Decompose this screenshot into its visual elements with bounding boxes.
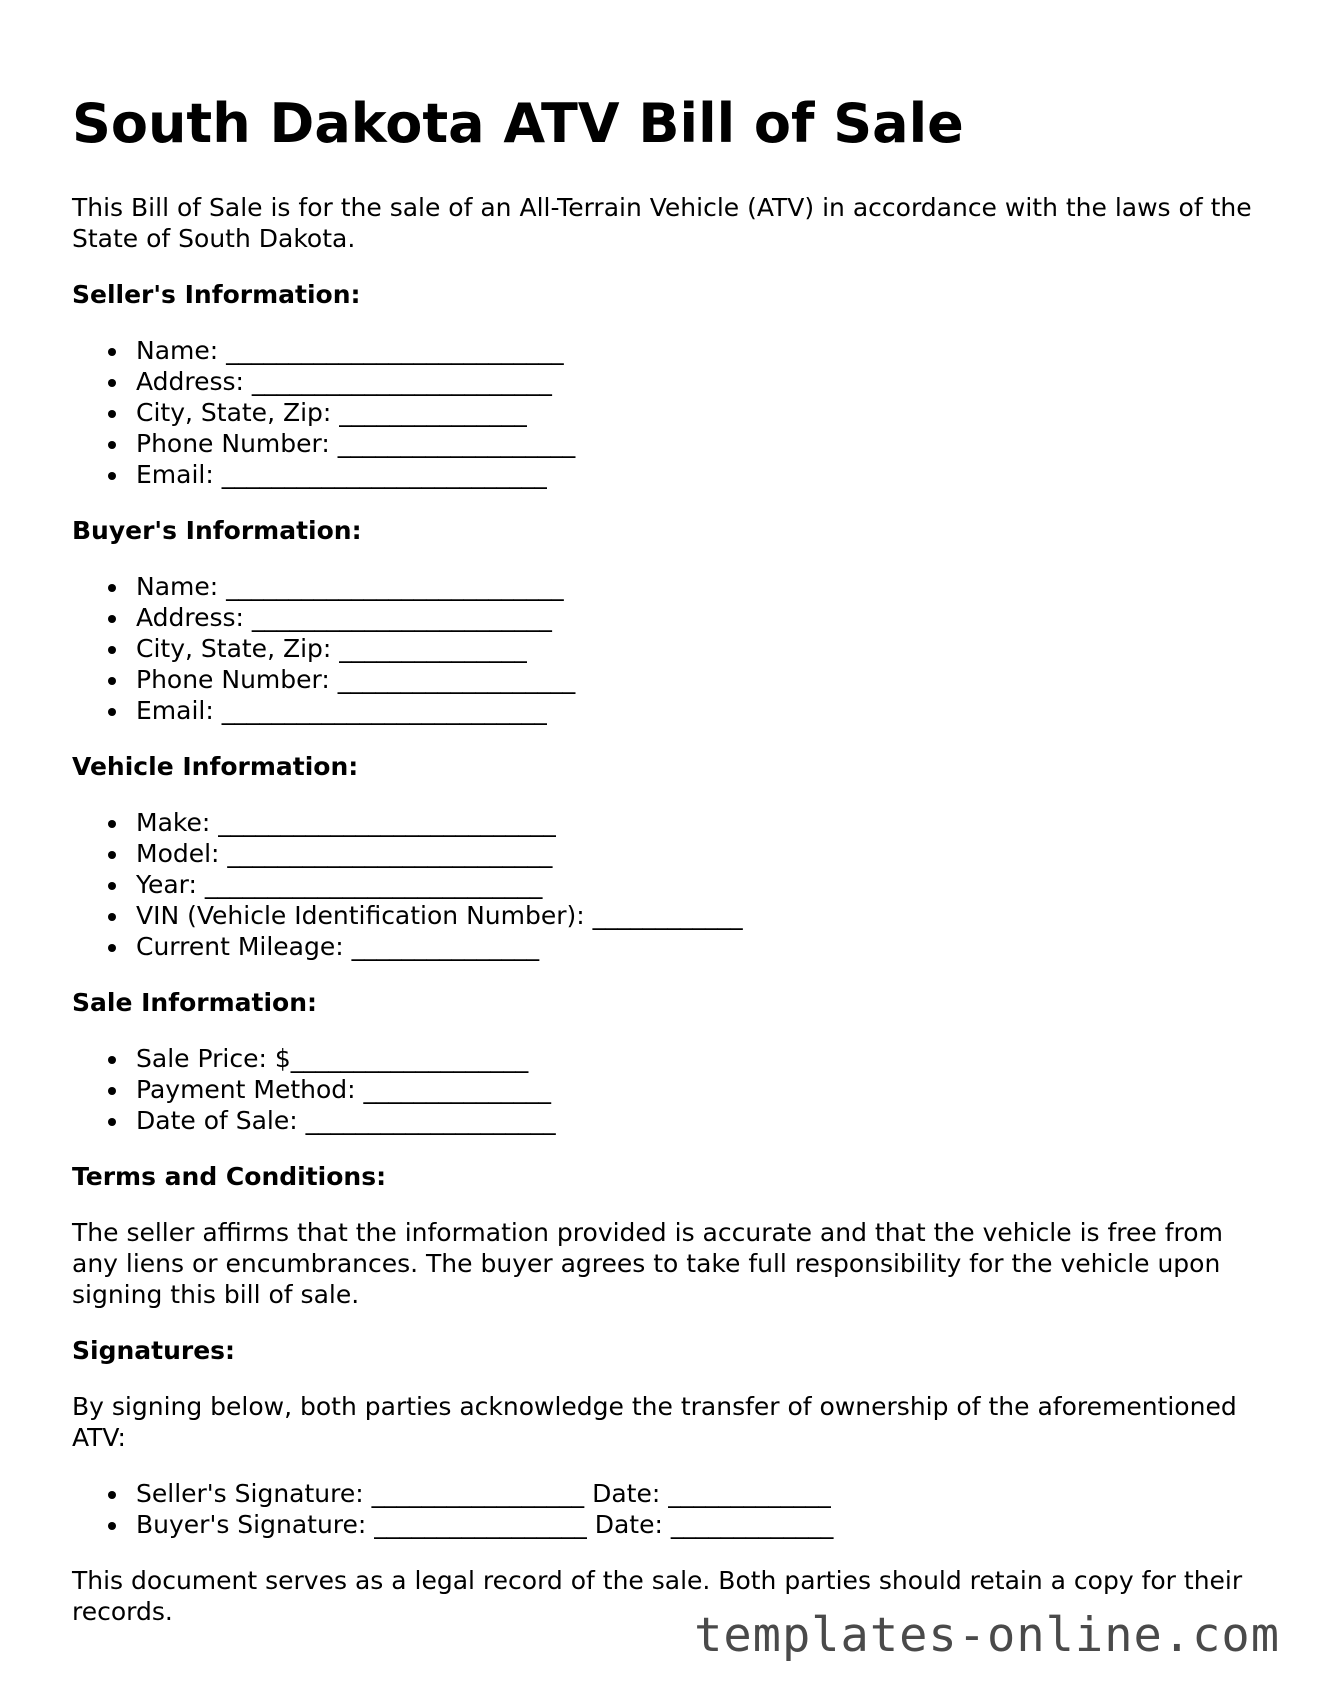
seller-address-field: Address: ________________________ xyxy=(136,366,1262,397)
sale-price-field: Sale Price: $___________________ xyxy=(136,1043,1262,1074)
document-page xyxy=(72,0,1262,1627)
seller-name-field: Name: ___________________________ xyxy=(136,335,1262,366)
seller-city-field: City, State, Zip: _______________ xyxy=(136,397,1262,428)
seller-email-field: Email: __________________________ xyxy=(136,459,1262,490)
vehicle-heading: Vehicle Information: xyxy=(72,752,359,781)
buyer-signature-field: Buyer's Signature: _________________ Date: _____________ xyxy=(136,1509,1262,1540)
terms-paragraph: The seller affirms that the information provided is accurate and that the vehicle is free from any liens or encumbrances. The buyer agrees to take full responsibility for the vehicle upon signing this bill of sale. xyxy=(72,1218,1223,1309)
buyer-email-field: Email: __________________________ xyxy=(136,695,1262,726)
buyer-city-field: City, State, Zip: _______________ xyxy=(136,633,1262,664)
buyer-list xyxy=(72,571,1262,726)
intro-paragraph: This Bill of Sale is for the sale of an All-Terrain Vehicle (ATV) in accordance with the laws of the State of South Dakota. xyxy=(72,193,1252,253)
seller-heading: Seller's Information: xyxy=(72,280,361,309)
seller-phone-field: Phone Number: ___________________ xyxy=(136,428,1262,459)
vehicle-list xyxy=(72,807,1262,962)
vehicle-model-field: Model: __________________________ xyxy=(136,838,1262,869)
terms-heading: Terms and Conditions: xyxy=(72,1162,387,1191)
buyer-heading: Buyer's Information: xyxy=(72,516,362,545)
buyer-phone-field: Phone Number: ___________________ xyxy=(136,664,1262,695)
signatures-heading: Signatures: xyxy=(72,1336,236,1365)
buyer-name-field: Name: ___________________________ xyxy=(136,571,1262,602)
vehicle-vin-field: VIN (Vehicle Identification Number): ____________ xyxy=(136,900,1262,931)
signatures-list xyxy=(72,1478,1262,1540)
sale-list xyxy=(72,1043,1262,1136)
payment-method-field: Payment Method: _______________ xyxy=(136,1074,1262,1105)
vehicle-make-field: Make: ___________________________ xyxy=(136,807,1262,838)
sale-date-field: Date of Sale: ____________________ xyxy=(136,1105,1262,1136)
closing-paragraph: This document serves as a legal record of the sale. Both parties should retain a copy for their records. xyxy=(72,1566,1243,1626)
seller-list xyxy=(72,335,1262,490)
signatures-paragraph: By signing below, both parties acknowledge the transfer of ownership of the aforementioned ATV: xyxy=(72,1392,1237,1452)
seller-signature-field: Seller's Signature: _________________ Date: _____________ xyxy=(136,1478,1262,1509)
buyer-address-field: Address: ________________________ xyxy=(136,602,1262,633)
vehicle-mileage-field: Current Mileage: _______________ xyxy=(136,931,1262,962)
document-title: South Dakota ATV Bill of Sale xyxy=(72,92,964,155)
sale-heading: Sale Information: xyxy=(72,988,317,1017)
watermark: templates-online.com xyxy=(694,1608,1280,1663)
vehicle-year-field: Year: ___________________________ xyxy=(136,869,1262,900)
